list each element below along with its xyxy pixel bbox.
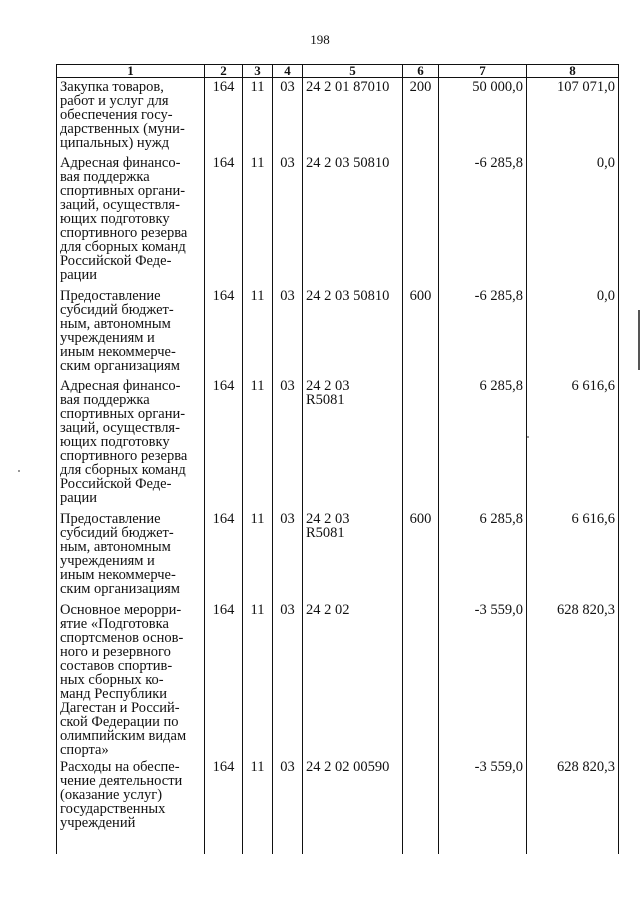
ministry-code: 164 — [205, 758, 243, 854]
scan-speck — [18, 470, 20, 472]
section-code: 11 — [243, 377, 273, 510]
ministry-code: 164 — [205, 601, 243, 758]
subsection-code: 03 — [273, 377, 303, 510]
total-amount: 628 820,3 — [527, 758, 619, 854]
table-row — [57, 758, 619, 854]
change-amount: -6 285,8 — [439, 154, 527, 287]
column-header-6: 6 — [403, 65, 439, 78]
row-name: Предоставление субсидий бюджет- ным, автономным учреждениям и иным некоммерче- ским организациям — [57, 510, 205, 601]
table-row — [57, 510, 619, 601]
column-header-7: 7 — [439, 65, 527, 78]
row-name: Расходы на обеспе- чение деятельности (оказание услуг) государственных учреждений — [57, 758, 205, 854]
total-amount: 0,0 — [527, 287, 619, 377]
target-item-code: 24 2 03 50810 — [303, 287, 403, 377]
section-code: 11 — [243, 758, 273, 854]
total-amount: 6 616,6 — [527, 510, 619, 601]
expense-type-code — [403, 154, 439, 287]
ministry-code: 164 — [205, 78, 243, 154]
subsection-code: 03 — [273, 287, 303, 377]
change-amount: -6 285,8 — [439, 287, 527, 377]
subsection-code: 03 — [273, 758, 303, 854]
page-number: 198 — [310, 32, 330, 47]
row-name: Закупка товаров, работ и услуг для обеспечения госу- дарственных (муни- ципальных) нужд — [57, 78, 205, 154]
target-item-code: 24 2 01 87010 — [303, 78, 403, 154]
section-code: 11 — [243, 510, 273, 601]
table-row — [57, 154, 619, 287]
table-row — [57, 601, 619, 758]
expense-type-code: 200 — [403, 78, 439, 154]
section-code: 11 — [243, 78, 273, 154]
target-item-code: 24 2 03 R5081 — [303, 510, 403, 601]
subsection-code: 03 — [273, 154, 303, 287]
ministry-code: 164 — [205, 287, 243, 377]
change-amount: -3 559,0 — [439, 601, 527, 758]
row-name: Адресная финансо- вая поддержка спортивных органи- заций, осуществля- ющих подготовку спортивного резерва для сборных команд Российской Феде- рации — [57, 377, 205, 510]
column-number-header — [57, 65, 619, 78]
change-amount: -3 559,0 — [439, 758, 527, 854]
subsection-code: 03 — [273, 601, 303, 758]
column-header-2: 2 — [205, 65, 243, 78]
ministry-code: 164 — [205, 154, 243, 287]
total-amount: 6 616,6 — [527, 377, 619, 510]
expense-type-code — [403, 601, 439, 758]
budget-table — [56, 64, 619, 854]
row-name: Основное мероpри- ятие «Подготовка спортсменов основ- ного и резервного составов спортив- ных сборных ко- манд Республики Дагестан и Россий- ской Федерации по олимпийским видам спорта» — [57, 601, 205, 758]
expense-type-code — [403, 377, 439, 510]
change-amount: 6 285,8 — [439, 377, 527, 510]
row-name: Адресная финансо- вая поддержка спортивных органи- заций, осуществля- ющих подготовку спортивного резерва для сборных команд Российской Феде- рации — [57, 154, 205, 287]
table-row — [57, 78, 619, 154]
target-item-code: 24 2 03 R5081 — [303, 377, 403, 510]
section-code: 11 — [243, 287, 273, 377]
scan-speck — [527, 436, 529, 438]
table-row — [57, 287, 619, 377]
total-amount: 0,0 — [527, 154, 619, 287]
column-header-1: 1 — [57, 65, 205, 78]
column-header-5: 5 — [303, 65, 403, 78]
ministry-code: 164 — [205, 510, 243, 601]
total-amount: 628 820,3 — [527, 601, 619, 758]
column-header-3: 3 — [243, 65, 273, 78]
table-row — [57, 377, 619, 510]
section-code: 11 — [243, 154, 273, 287]
change-amount: 50 000,0 — [439, 78, 527, 154]
expense-type-code — [403, 758, 439, 854]
section-code: 11 — [243, 601, 273, 758]
subsection-code: 03 — [273, 510, 303, 601]
column-header-8: 8 — [527, 65, 619, 78]
expense-type-code: 600 — [403, 287, 439, 377]
change-amount: 6 285,8 — [439, 510, 527, 601]
target-item-code: 24 2 03 50810 — [303, 154, 403, 287]
total-amount: 107 071,0 — [527, 78, 619, 154]
column-header-4: 4 — [273, 65, 303, 78]
target-item-code: 24 2 02 — [303, 601, 403, 758]
row-name: Предоставление субсидий бюджет- ным, автономным учреждениям и иным некоммерче- ским организациям — [57, 287, 205, 377]
subsection-code: 03 — [273, 78, 303, 154]
expense-type-code: 600 — [403, 510, 439, 601]
ministry-code: 164 — [205, 377, 243, 510]
target-item-code: 24 2 02 00590 — [303, 758, 403, 854]
